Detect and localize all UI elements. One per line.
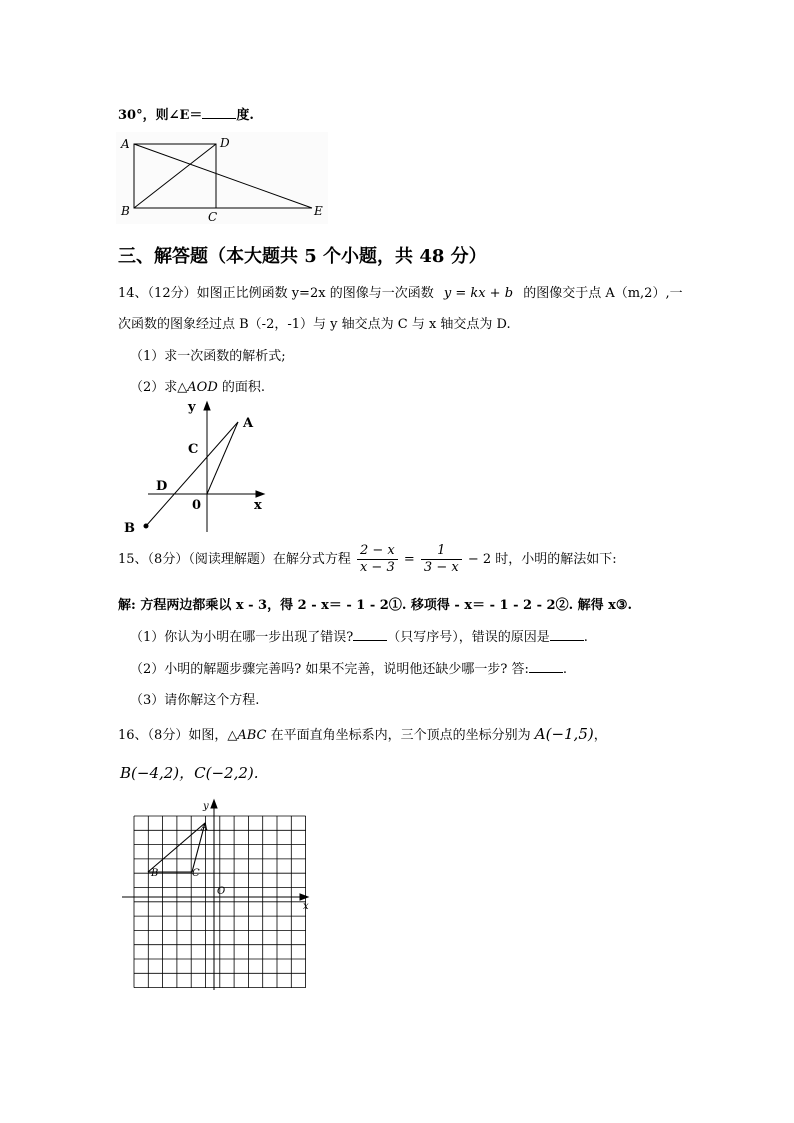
q14-line2: 次函数的图象经过点 B（-2，-1）与 y 轴交点为 C 与 x 轴交点为 D. <box>118 317 511 332</box>
q13-figure <box>116 132 328 224</box>
x-axis-arrow <box>256 491 264 497</box>
grid-y-arrow <box>211 800 217 808</box>
label-e: E <box>314 204 323 218</box>
q15-p1-blank2[interactable] <box>550 628 584 641</box>
q14-part2-a: （2）求 <box>130 380 178 395</box>
fig14-label-x: x <box>254 498 262 513</box>
q14-formula: y = kx + b <box>443 286 514 301</box>
q13-text: 30°，则∠E＝ <box>118 108 203 123</box>
fig14-label-c: C <box>188 442 199 457</box>
q15-p1-c: . <box>583 630 588 645</box>
grid-label-o: O <box>217 886 226 897</box>
q13-suffix: 度. <box>236 108 254 123</box>
q15-p2-b: . <box>562 662 567 677</box>
grid-x-arrow <box>300 894 308 900</box>
q15-solution: 解: 方程两边都乘以 x - 3，得 2 - x＝ - 1 - 2①. 移项得 - x＝ - 1 - 2 - 2②. 解得 x③. <box>118 598 633 613</box>
q15-frac2-num: 1 <box>421 543 462 560</box>
label-c: C <box>208 210 218 224</box>
q16-text-a: 16、（8分）如图， <box>118 728 228 743</box>
grid-label-c: C <box>192 868 200 879</box>
q14-text-a: 14、（12分）如图正比例函数 y=2x 的图像与一次函数 <box>118 286 434 301</box>
grid-label-b: B <box>151 868 159 879</box>
q15-part3: （3）请你解这个方程. <box>130 693 260 708</box>
q15-frac1-num: 2 − x <box>357 543 398 560</box>
q14-part2 <box>130 376 265 395</box>
q15-p2-a: （2）小明的解题步骤完善吗? 如果不完善，说明他还缺少哪一步? 答: <box>130 662 529 677</box>
q14-figure <box>118 396 278 536</box>
fig14-label-y: y <box>188 400 196 415</box>
q15-fraction-2 <box>421 543 462 576</box>
fig14-label-o: 0 <box>192 498 202 513</box>
q15-fraction-1 <box>357 543 398 576</box>
q15-minus2: − 2 时，小明的解法如下: <box>467 552 617 567</box>
fig14-label-d: D <box>156 479 168 494</box>
q15-frac2-den: 3 − x <box>423 560 459 575</box>
q15-p1-blank1[interactable] <box>353 628 387 641</box>
grid-label-x: x <box>303 901 309 912</box>
q14-text-b: 的图像交于点 A（m,2）,一 <box>523 286 683 301</box>
q15-part2 <box>130 658 567 677</box>
label-d: D <box>220 136 230 150</box>
grid-label-y: y <box>203 801 209 812</box>
q14-part2-b: 的面积. <box>221 380 266 395</box>
q16-text-b: 在平面直角坐标系内，三个顶点的坐标分别为 <box>270 728 531 743</box>
q15-eq: = <box>403 552 415 567</box>
q15-intro: 15、（8分）（阅读理解题）在解分式方程 <box>118 552 351 567</box>
q14-part2-sym: △AOD <box>177 380 218 395</box>
q15-part1 <box>130 626 588 645</box>
grid-lines <box>134 816 306 988</box>
q15-p1-b: （只写序号），错误的原因是 <box>387 630 550 645</box>
q16-coord-a: A(−1,5) <box>534 725 594 743</box>
fig14-label-a: A <box>243 416 254 431</box>
q13-line <box>118 104 254 123</box>
point-b <box>144 524 148 528</box>
grid-label-a: A <box>201 822 209 833</box>
fig14-label-b: B <box>124 521 135 536</box>
q15-p2-blank[interactable] <box>529 660 563 673</box>
q16-grid-figure <box>118 796 318 992</box>
q16-line1 <box>118 724 607 743</box>
q15-line1 <box>118 543 617 576</box>
line-oa <box>207 422 238 494</box>
q16-line2: B(−4,2)，C(−2,2). <box>120 764 259 782</box>
q16-sym: △ABC <box>227 728 267 743</box>
label-a: A <box>121 137 130 151</box>
q13-answer-blank[interactable] <box>202 106 236 119</box>
q14-line1 <box>118 282 683 301</box>
section-heading: 三、解答题（本大题共 5 个小题，共 48 分） <box>118 246 487 267</box>
y-axis-arrow <box>204 402 210 410</box>
label-b: B <box>121 204 130 218</box>
q16-text-c: ， <box>593 728 607 743</box>
q15-p1-a: （1）你认为小明在哪一步出现了错误? <box>130 630 354 645</box>
q15-frac1-den: x − 3 <box>359 560 395 575</box>
q14-part1: （1）求一次函数的解析式; <box>130 349 286 364</box>
